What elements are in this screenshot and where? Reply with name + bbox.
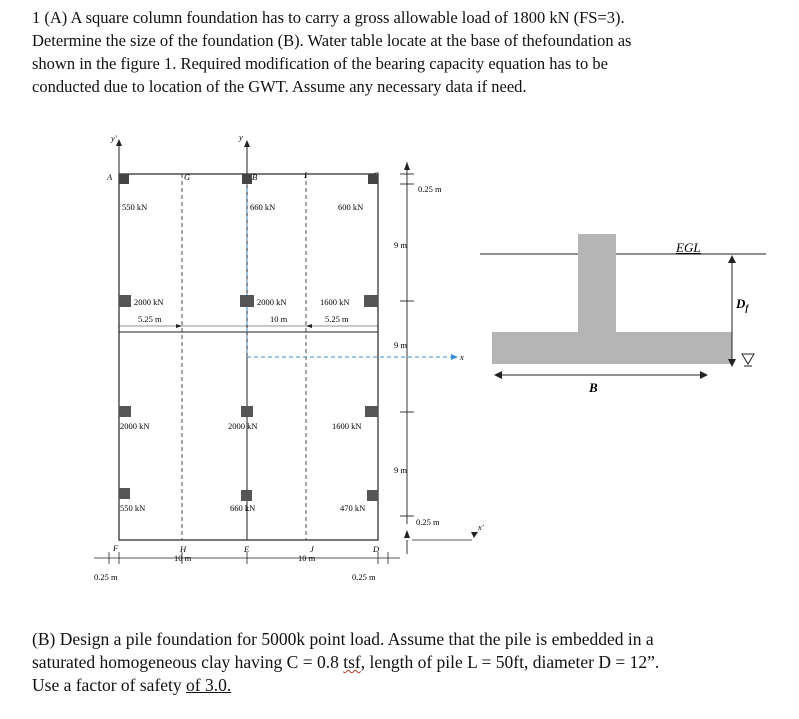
corner-a: A bbox=[107, 172, 113, 182]
q1-line-4: conducted due to location of the GWT. Assume any necessary data if need. bbox=[32, 77, 527, 96]
column-f bbox=[119, 488, 130, 499]
load-bot-right: 470 kN bbox=[340, 503, 366, 513]
load-top-left: 550 kN bbox=[122, 202, 148, 212]
b-label: B bbox=[589, 380, 598, 395]
dim-9-a: 9 m bbox=[394, 240, 407, 250]
corner-b: B bbox=[252, 172, 258, 182]
load-row2-mid: 2000 kN bbox=[257, 297, 287, 307]
axis-y-prime-label: y' bbox=[111, 133, 117, 143]
dim-0-25-top: 0.25 m bbox=[418, 184, 442, 194]
load-bot-left: 550 kN bbox=[120, 503, 146, 513]
corner-h: H bbox=[180, 544, 187, 554]
column-row2-right bbox=[364, 295, 378, 307]
dim-5-25-right: 5.25 m bbox=[325, 314, 349, 324]
column-stem bbox=[578, 234, 616, 338]
dim-9-c: 9 m bbox=[394, 465, 407, 475]
load-bot-mid: 660 kN bbox=[230, 503, 256, 513]
column-row3-left bbox=[119, 406, 131, 417]
q1-line-1: 1 (A) A square column foundation has to carry a gross allowable load of 1800 kN (FS=3). bbox=[32, 8, 625, 27]
dim-10-bot-left: 10 m bbox=[174, 553, 192, 563]
corner-e: E bbox=[244, 544, 250, 554]
factor-of-safety: of 3.0. bbox=[186, 675, 232, 695]
axis-x-label: x bbox=[460, 352, 464, 362]
corner-j: J bbox=[310, 544, 314, 554]
load-row3-mid: 2000 kN bbox=[228, 421, 258, 431]
column-row2-mid bbox=[240, 295, 254, 307]
q2-line-2b: , length of pile L = 50ft, diameter D = 12”. bbox=[360, 652, 660, 672]
corner-g: G bbox=[184, 172, 191, 182]
q2-line-2a: saturated homogeneous clay having C = 0.8 bbox=[32, 652, 344, 672]
column-a bbox=[119, 174, 129, 184]
load-row2-left: 2000 kN bbox=[134, 297, 164, 307]
corner-i: I bbox=[304, 170, 307, 180]
axis-y-label: y bbox=[239, 132, 243, 142]
question-2-text bbox=[32, 628, 772, 697]
axis-x-prime-label: x' bbox=[478, 522, 484, 532]
dim-9-b: 9 m bbox=[394, 340, 407, 350]
column-e bbox=[241, 490, 252, 501]
column-b bbox=[242, 174, 252, 184]
tsf-unit: tsf bbox=[343, 652, 361, 672]
load-top-right: 600 kN bbox=[338, 202, 364, 212]
load-row3-left: 2000 kN bbox=[120, 421, 150, 431]
column-row2-left bbox=[119, 295, 131, 307]
egl-label: EGL bbox=[676, 240, 701, 255]
footing-section-figure bbox=[480, 228, 780, 398]
load-row3-right: 1600 kN bbox=[332, 421, 362, 431]
dim-10-bot-right: 10 m bbox=[298, 553, 316, 563]
load-top-mid: 660 kN bbox=[250, 202, 276, 212]
corner-d: D bbox=[373, 544, 380, 554]
load-row2-right: 1600 kN bbox=[320, 297, 350, 307]
column-row3-mid bbox=[241, 406, 253, 417]
question-1-text bbox=[32, 6, 772, 98]
q2-line-1: (B) Design a pile foundation for 5000k point load. Assume that the pile is embedded in a bbox=[32, 629, 654, 649]
dim-5-25-left: 5.25 m bbox=[138, 314, 162, 324]
dim-0-25-bottom-right: 0.25 m bbox=[352, 572, 376, 582]
q2-line-3a: Use a factor of safety bbox=[32, 675, 187, 695]
column-c bbox=[368, 174, 378, 184]
water-table-icon bbox=[742, 354, 754, 364]
df-label: $D_f$ bbox=[736, 296, 749, 313]
q1-line-3: shown in the figure 1. Required modification of the bearing capacity equation has to be bbox=[32, 54, 608, 73]
column-d bbox=[367, 490, 378, 501]
column-plan-figure bbox=[80, 128, 500, 584]
corner-f: F bbox=[113, 543, 119, 553]
footing-base bbox=[492, 332, 732, 364]
dim-0-25-bottom-left: 0.25 m bbox=[94, 572, 118, 582]
q1-line-2: Determine the size of the foundation (B). Water table locate at the base of thefoundation as bbox=[32, 31, 632, 50]
dim-10-mid: 10 m bbox=[270, 314, 288, 324]
dim-0-25-bot: 0.25 m bbox=[416, 517, 440, 527]
column-row3-right bbox=[365, 406, 378, 417]
